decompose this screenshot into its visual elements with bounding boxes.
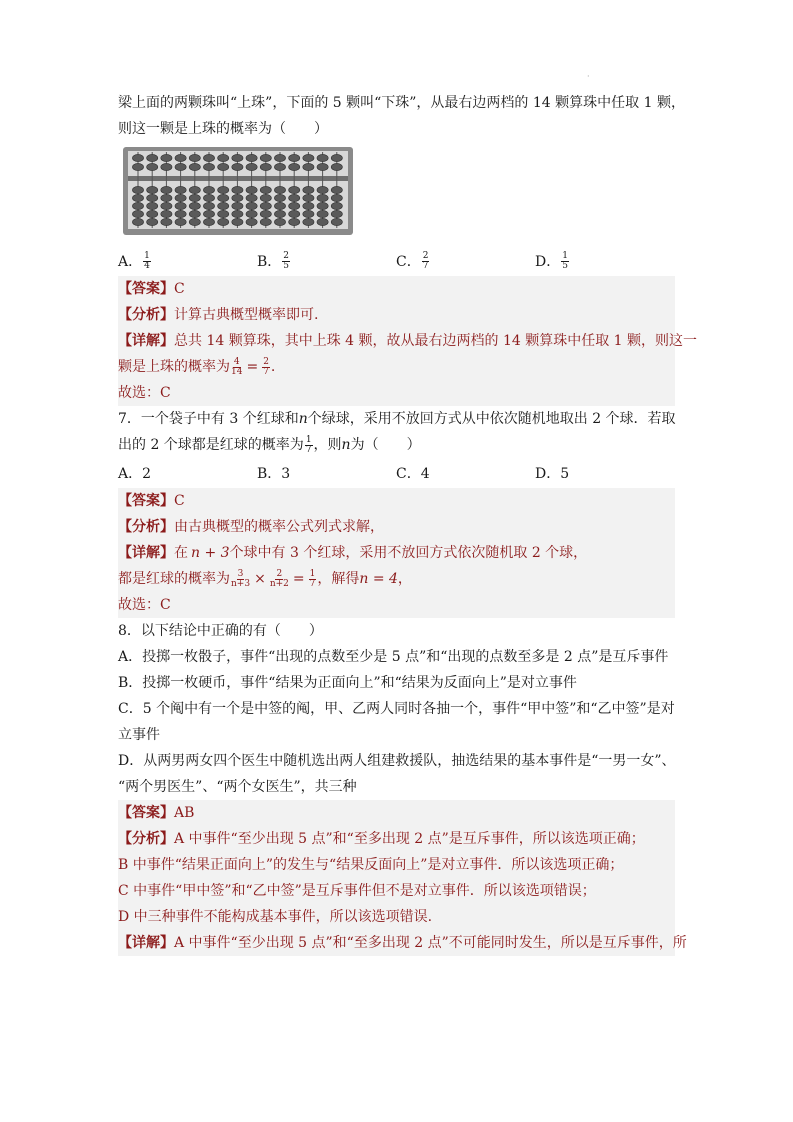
q6-option-a[interactable]	[118, 251, 257, 271]
abacus-lower-bead	[317, 218, 328, 225]
abacus-lower-bead	[203, 210, 214, 217]
abacus-upper-bead	[203, 154, 214, 161]
abacus-lower-bead	[303, 202, 314, 209]
abacus-upper-bead	[317, 154, 328, 161]
fraction-den: 4	[144, 260, 150, 271]
analysis-text: 计算古典概型概率即可.	[174, 307, 319, 323]
abacus-lower-bead	[147, 186, 158, 193]
fraction-num: 4	[233, 356, 240, 367]
q7-detail-line1	[118, 540, 675, 566]
q6-options	[118, 246, 675, 276]
abacus-lower-bead	[317, 186, 328, 193]
abacus-lower-bead	[331, 194, 342, 201]
option-label: B．	[257, 254, 282, 270]
abacus-lower-bead	[218, 186, 229, 193]
q7-option-a[interactable]: A．2	[118, 466, 152, 482]
abacus-upper-bead	[317, 163, 328, 170]
abacus-upper-bead	[289, 154, 300, 161]
abacus-lower-bead	[246, 210, 257, 217]
abacus-lower-bead	[189, 218, 200, 225]
abacus-lower-bead	[246, 186, 257, 193]
analysis-tag: 【分析】	[118, 307, 174, 323]
detail-text: 颗是上珠的概率为	[118, 359, 230, 375]
abacus-lower-bead	[189, 186, 200, 193]
abacus-lower-bead	[274, 218, 285, 225]
abacus-lower-bead	[260, 218, 271, 225]
q8-answer-block	[118, 800, 687, 956]
fraction	[309, 570, 317, 589]
question-text: 出的 2 个球都是红球的概率为	[118, 437, 304, 453]
q6-analysis	[118, 302, 675, 328]
times-sign: ×	[254, 571, 266, 587]
fraction-den: n+2	[269, 578, 289, 589]
abacus-lower-bead	[303, 194, 314, 201]
question-text: 个绿球，采用不放回方式从中依次随机地取出 2 个球．若取	[307, 411, 676, 427]
q6-option-d[interactable]	[535, 251, 674, 271]
q8-option-d-line2: “两个男医生”、“两个女医生”，共三种	[118, 779, 357, 795]
detail-text: A 中事件“至少出现 5 点”和“至多出现 2 点”不可能同时发生，所以是互斥事件，所	[174, 935, 687, 951]
abacus-lower-bead	[289, 202, 300, 209]
analysis-tag: 【分析】	[118, 519, 174, 535]
abacus-lower-bead	[289, 194, 300, 201]
q6-text-line1: 梁上面的两颗珠叫“上珠”，下面的 5 颗叫“下珠”，从最右边两档的 14 颗算珠中任取 1 颗，	[118, 95, 685, 111]
q8-option-c-line2: 立事件	[118, 727, 160, 743]
abacus-lower-bead	[260, 186, 271, 193]
q6-detail-line2	[118, 354, 675, 380]
q8-title: 8．以下结论中正确的有（ ）	[118, 623, 323, 639]
math-expr: n = 4	[359, 571, 398, 587]
abacus-lower-bead	[189, 202, 200, 209]
abacus-image	[122, 146, 354, 236]
q8-option-d-line1: D．从两男两女四个医生中随机选出两人组建救援队，抽选结果的基本事件是“一男一女”、	[118, 753, 676, 769]
abacus-upper-bead	[161, 154, 172, 161]
abacus-lower-bead	[147, 202, 158, 209]
q7-answer	[118, 488, 675, 514]
abacus-upper-bead	[218, 154, 229, 161]
abacus-lower-bead	[274, 194, 285, 201]
abacus-lower-bead	[289, 186, 300, 193]
detail-tag: 【详解】	[118, 545, 174, 561]
detail-text: ，解得	[317, 571, 360, 587]
abacus-upper-bead	[331, 163, 342, 170]
q7-choose: 故选：C	[118, 597, 171, 613]
abacus-lower-bead	[232, 202, 243, 209]
abacus-lower-bead	[175, 186, 186, 193]
fraction-num: 1	[562, 250, 568, 261]
fraction-den: 14	[231, 366, 243, 377]
abacus-upper-bead	[132, 154, 143, 161]
equals-sign: =	[246, 359, 259, 375]
abacus-lower-bead	[218, 210, 229, 217]
detail-tag: 【详解】	[118, 333, 174, 349]
abacus-lower-bead	[260, 210, 271, 217]
abacus-upper-bead	[303, 163, 314, 170]
q8-detail-line1	[118, 930, 687, 956]
q8-analysis-line1	[118, 826, 675, 852]
abacus-lower-bead	[303, 218, 314, 225]
abacus-lower-bead	[175, 210, 186, 217]
abacus-lower-bead	[132, 186, 143, 193]
abacus-lower-bead	[203, 186, 214, 193]
analysis-text: A 中事件“至少出现 5 点”和“至多出现 2 点”是互斥事件，所以该选项正确；	[174, 831, 645, 847]
fraction-num: 1	[305, 434, 312, 445]
abacus-upper-bead	[331, 154, 342, 161]
detail-text: 在	[174, 545, 188, 561]
abacus-lower-bead	[161, 210, 172, 217]
abacus-upper-bead	[203, 163, 214, 170]
option-label: D．	[535, 254, 561, 270]
q7-analysis	[118, 514, 675, 540]
fraction-num: 2	[283, 250, 290, 261]
abacus-lower-bead	[260, 194, 271, 201]
abacus-upper-bead	[260, 154, 271, 161]
q8-analysis-line3: C 中事件“甲中签”和“乙中签”是互斥事件但不是对立事件．所以该选项错误；	[118, 883, 596, 899]
q7-option-b[interactable]: B．3	[257, 466, 291, 482]
fraction-den: 7	[309, 578, 316, 589]
fraction	[305, 436, 313, 455]
fraction-num: 2	[422, 250, 429, 261]
abacus-upper-bead	[232, 163, 243, 170]
answer-tag: 【答案】	[118, 805, 174, 821]
answer-value: AB	[174, 805, 195, 821]
abacus-lower-bead	[161, 194, 172, 201]
abacus-lower-bead	[331, 218, 342, 225]
q6-option-b[interactable]	[257, 251, 396, 271]
answer-value: C	[174, 281, 185, 297]
abacus-upper-bead	[218, 163, 229, 170]
math-var: n	[298, 411, 308, 427]
fraction-num: 1	[309, 568, 316, 579]
answer-tag: 【答案】	[118, 281, 174, 297]
fraction	[231, 570, 250, 589]
abacus-lower-bead	[175, 218, 186, 225]
abacus-upper-bead	[274, 154, 285, 161]
detail-text: .	[270, 359, 276, 375]
detail-text: 总共 14 颗算珠，其中上珠 4 颗，故从最右边两档的 14 颗算珠中任取 1 颗，则这一	[174, 333, 698, 349]
abacus-upper-bead	[232, 154, 243, 161]
fraction-den: 7	[422, 260, 429, 271]
abacus-lower-bead	[147, 218, 158, 225]
q6-choose: 故选：C	[118, 385, 171, 401]
fraction-num: 2	[276, 568, 283, 579]
fraction-num: 2	[263, 356, 269, 367]
abacus-lower-bead	[303, 186, 314, 193]
abacus-lower-bead	[132, 194, 143, 201]
abacus-lower-bead	[274, 186, 285, 193]
abacus-lower-bead	[246, 194, 257, 201]
q6-answer	[118, 276, 675, 302]
q7-answer-block	[118, 488, 675, 618]
fraction-num: 1	[144, 250, 150, 261]
abacus-lower-bead	[218, 218, 229, 225]
abacus-upper-bead	[246, 154, 257, 161]
page-mark: ·	[587, 72, 590, 81]
abacus-lower-bead	[232, 186, 243, 193]
q6-text-line2: 则这一颗是上珠的概率为（ ）	[118, 121, 328, 137]
math-var: n	[341, 437, 351, 453]
abacus-upper-bead	[289, 163, 300, 170]
question-text: 7．一个袋子中有 3 个红球和	[118, 411, 299, 427]
q6-option-c[interactable]	[396, 251, 535, 271]
detail-tag: 【详解】	[118, 935, 174, 951]
fraction	[282, 252, 290, 271]
q7-text-line2	[118, 432, 675, 458]
abacus-lower-bead	[203, 218, 214, 225]
q8-option-b: B．投掷一枚硬币，事件“结果为正面向上”和“结果为反面向上”是对立事件	[118, 675, 577, 691]
abacus-lower-bead	[260, 202, 271, 209]
fraction-den: 7	[263, 366, 269, 377]
abacus-lower-bead	[161, 218, 172, 225]
abacus-lower-bead	[147, 210, 158, 217]
abacus-lower-bead	[289, 218, 300, 225]
fraction-den: 5	[283, 260, 290, 271]
fraction	[262, 358, 270, 377]
fraction	[270, 570, 289, 589]
option-label: A．	[118, 254, 143, 270]
abacus-upper-bead	[132, 163, 143, 170]
q7-text-line1	[118, 406, 675, 432]
abacus-lower-bead	[317, 210, 328, 217]
abacus-lower-bead	[317, 194, 328, 201]
abacus-upper-bead	[175, 163, 186, 170]
fraction	[231, 358, 242, 377]
question-text: ，则	[313, 437, 342, 453]
q7-option-c[interactable]: C．4	[396, 466, 430, 482]
abacus-upper-bead	[303, 154, 314, 161]
q8-analysis-line4: D 中三种事件不能构成基本事件，所以该选项错误.	[118, 909, 433, 925]
fraction-den: 5	[562, 260, 568, 271]
abacus-lower-bead	[189, 210, 200, 217]
answer-tag: 【答案】	[118, 493, 174, 509]
fraction-den: n+3	[231, 578, 251, 589]
abacus-lower-bead	[303, 210, 314, 217]
abacus-lower-bead	[331, 210, 342, 217]
abacus-upper-bead	[161, 163, 172, 170]
abacus-lower-bead	[246, 218, 257, 225]
abacus-lower-bead	[132, 218, 143, 225]
q8-option-a: A．投掷一枚骰子，事件“出现的点数至少是 5 点”和“出现的点数至多是 2 点”是互斥事件	[118, 649, 669, 665]
abacus-lower-bead	[289, 210, 300, 217]
abacus-lower-bead	[331, 202, 342, 209]
q6-answer-block	[118, 276, 698, 406]
q8-analysis-line2: B 中事件“结果正面向上”的发生与“结果反面向上”是对立事件．所以该选项正确；	[118, 857, 624, 873]
fraction	[143, 252, 151, 271]
equals-sign: =	[292, 571, 305, 587]
fraction	[422, 252, 430, 271]
abacus-upper-bead	[175, 154, 186, 161]
abacus-lower-bead	[274, 202, 285, 209]
fraction	[561, 252, 569, 271]
abacus-lower-bead	[203, 194, 214, 201]
abacus-lower-bead	[246, 202, 257, 209]
abacus-lower-bead	[175, 194, 186, 201]
detail-text: ，	[397, 571, 412, 587]
abacus-lower-bead	[189, 194, 200, 201]
q8-answer	[118, 800, 675, 826]
abacus-lower-bead	[175, 202, 186, 209]
math-expr: n + 3	[191, 545, 230, 561]
abacus-lower-bead	[218, 194, 229, 201]
abacus-lower-bead	[132, 202, 143, 209]
abacus-lower-bead	[331, 186, 342, 193]
analysis-tag: 【分析】	[118, 831, 174, 847]
abacus-lower-bead	[161, 186, 172, 193]
abacus-upper-bead	[274, 163, 285, 170]
abacus-lower-bead	[317, 202, 328, 209]
abacus-upper-bead	[260, 163, 271, 170]
detail-text: 都是红球的概率为	[118, 571, 230, 587]
q8-option-c-line1: C．5 个阄中有一个是中签的阄，甲、乙两人同时各抽一个，事件“甲中签”和“乙中签”是对	[118, 701, 675, 717]
abacus-upper-bead	[147, 154, 158, 161]
fraction-num: 3	[237, 568, 244, 579]
abacus-upper-bead	[246, 163, 257, 170]
abacus-upper-bead	[189, 163, 200, 170]
abacus-lower-bead	[232, 210, 243, 217]
document-page	[118, 90, 698, 956]
option-label: C．	[396, 254, 421, 270]
question-text: 为（ ）	[350, 437, 421, 453]
q7-option-d[interactable]: D．5	[535, 466, 570, 482]
abacus-lower-bead	[132, 210, 143, 217]
abacus-lower-bead	[232, 218, 243, 225]
abacus-upper-bead	[147, 163, 158, 170]
fraction-den: 7	[305, 444, 312, 455]
abacus-lower-bead	[203, 202, 214, 209]
abacus-lower-bead	[147, 194, 158, 201]
abacus-lower-bead	[232, 194, 243, 201]
abacus-lower-bead	[218, 202, 229, 209]
q7-options	[118, 458, 675, 488]
abacus-upper-bead	[189, 154, 200, 161]
q7-detail-line2	[118, 566, 675, 592]
analysis-text: 由古典概型的概率公式列式求解，	[174, 519, 384, 535]
abacus-lower-bead	[161, 202, 172, 209]
answer-value: C	[174, 493, 185, 509]
detail-text: 个球中有 3 个红球，采用不放回方式依次随机取 2 个球，	[229, 545, 588, 561]
abacus-lower-bead	[274, 210, 285, 217]
q6-detail-line1	[118, 328, 698, 354]
